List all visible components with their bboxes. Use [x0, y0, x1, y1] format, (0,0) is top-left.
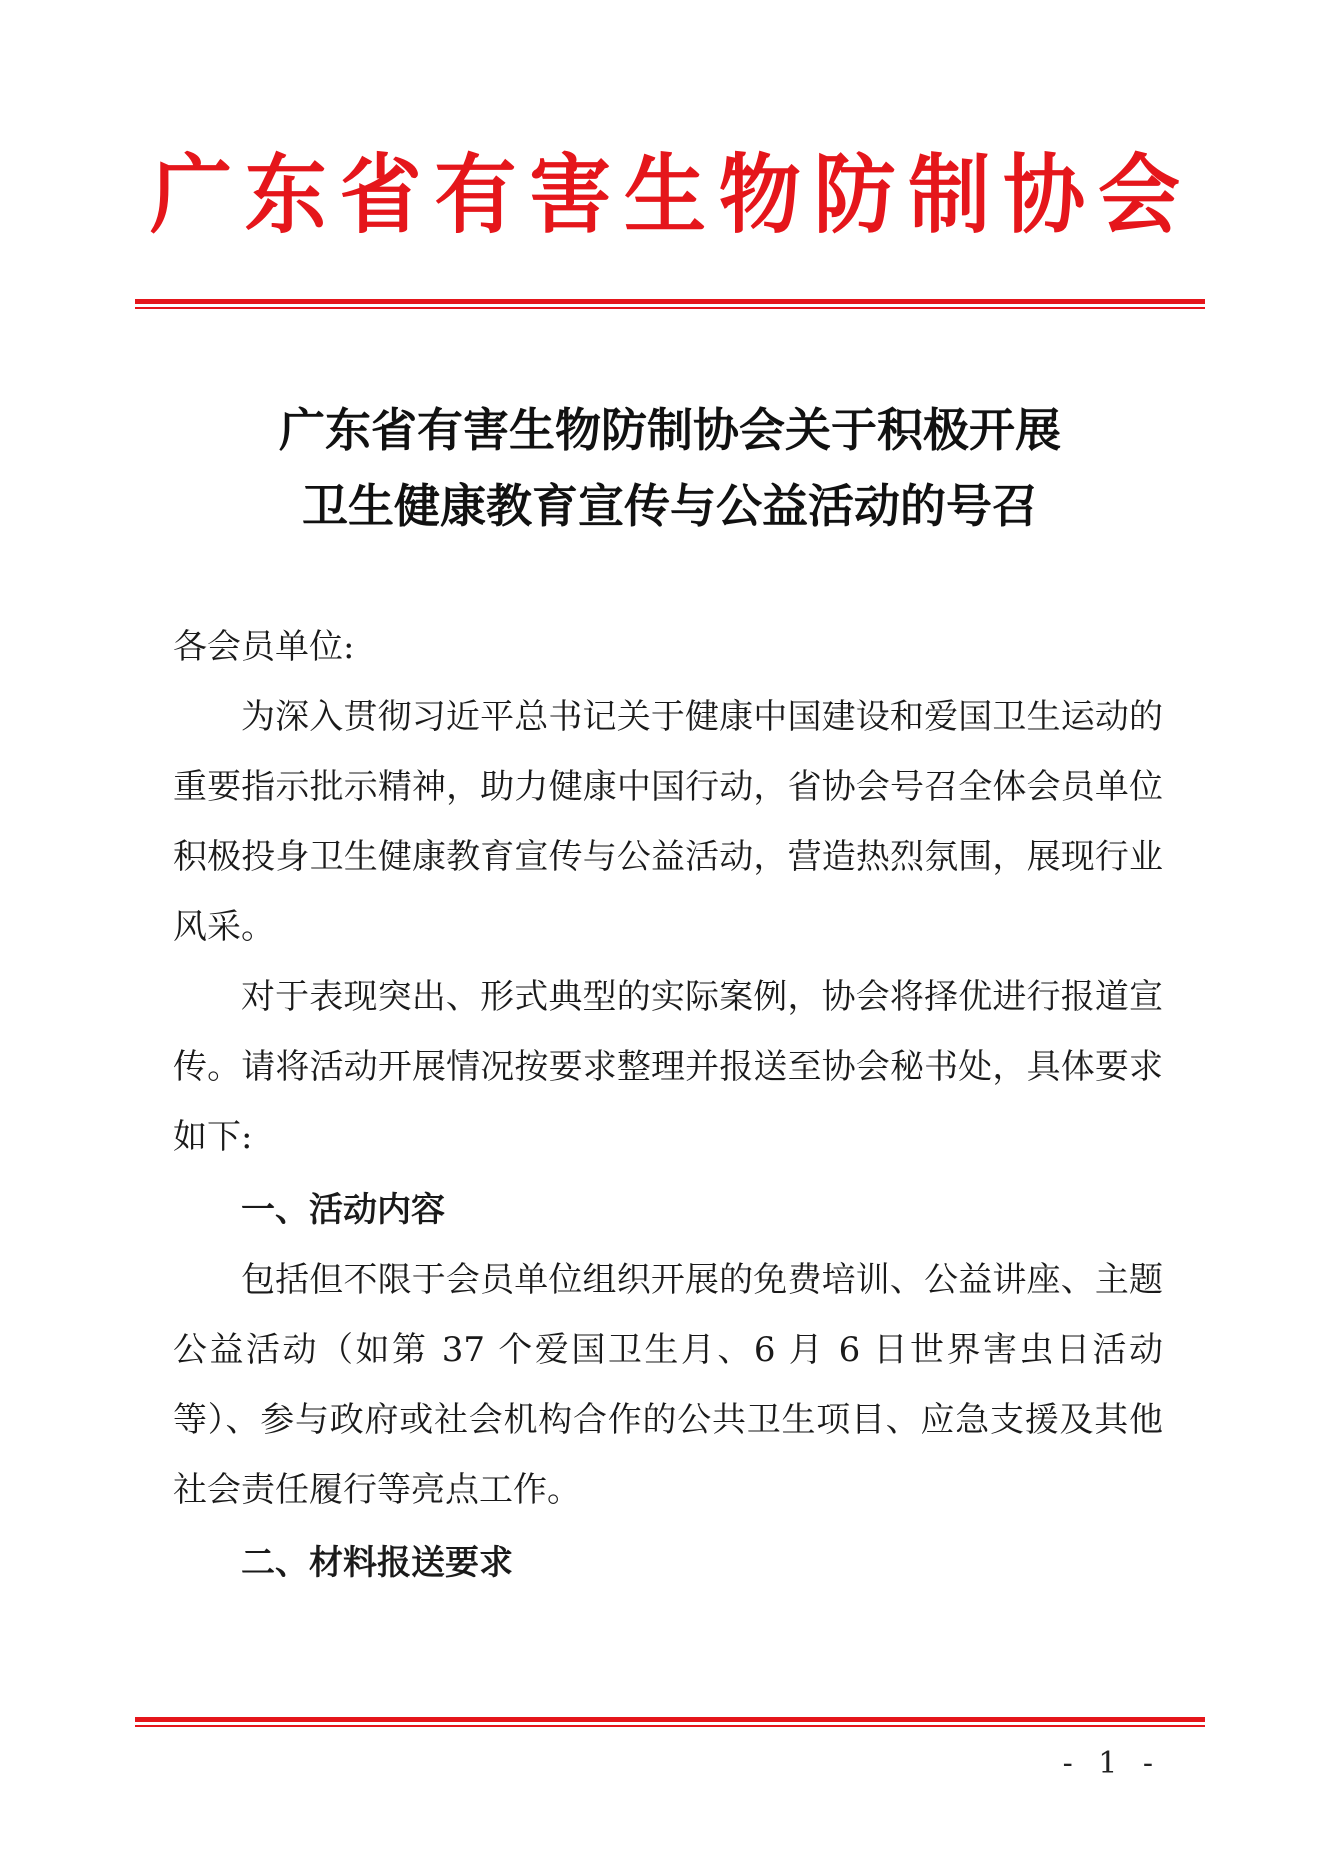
letterhead-char: 害 [529, 144, 612, 246]
document-title-line: 卫生健康教育宣传与公益活动的号召 [302, 479, 1038, 533]
divider-thin-line [135, 1725, 1205, 1727]
document-body [173, 612, 1163, 1598]
letterhead-char: 协 [1003, 144, 1086, 246]
section-heading: 一、活动内容 [241, 1190, 445, 1230]
page-number: - 1 - [1062, 1746, 1161, 1781]
footer-divider [135, 1717, 1205, 1727]
body-paragraph: 包括但不限于会员单位组织开展的免费培训、公益讲座、主题公益活动（如第 37 个爱国卫生月、6 月 6 日世界害虫日活动等）、参与政府或社会机构合作的公共卫生项目、应急支援及其他社会责任履行等亮点工作。 [173, 1260, 1163, 1510]
letterhead-char: 省 [339, 144, 422, 246]
letterhead-char: 有 [434, 144, 517, 246]
letterhead-char: 东 [244, 144, 327, 246]
section-heading: 二、材料报送要求 [241, 1543, 513, 1583]
letterhead-char: 会 [1097, 144, 1180, 246]
letterhead-organization-name [150, 120, 1180, 270]
document-title-line: 广东省有害生物防制协会关于积极开展 [279, 403, 1061, 457]
body-paragraph: 为深入贯彻习近平总书记关于健康中国建设和爱国卫生运动的重要指示批示精神，助力健康中国行动，省协会号召全体会员单位积极投身卫生健康教育宣传与公益活动，营造热烈氛围，展现行业风采。 [173, 697, 1163, 947]
document-title [140, 392, 1200, 544]
letterhead-char: 物 [718, 144, 801, 246]
letterhead-divider [135, 299, 1205, 309]
body-paragraph: 对于表现突出、形式典型的实际案例，协会将择优进行报道宣传。请将活动开展情况按要求整理并报送至协会秘书处，具体要求如下: [173, 977, 1163, 1157]
letterhead-char: 生 [623, 144, 706, 246]
salutation: 各会员单位: [173, 627, 355, 667]
letterhead-char: 制 [908, 144, 991, 246]
divider-thin-line [135, 307, 1205, 309]
letterhead-char: 防 [813, 144, 896, 246]
letterhead-char: 广 [150, 144, 233, 246]
